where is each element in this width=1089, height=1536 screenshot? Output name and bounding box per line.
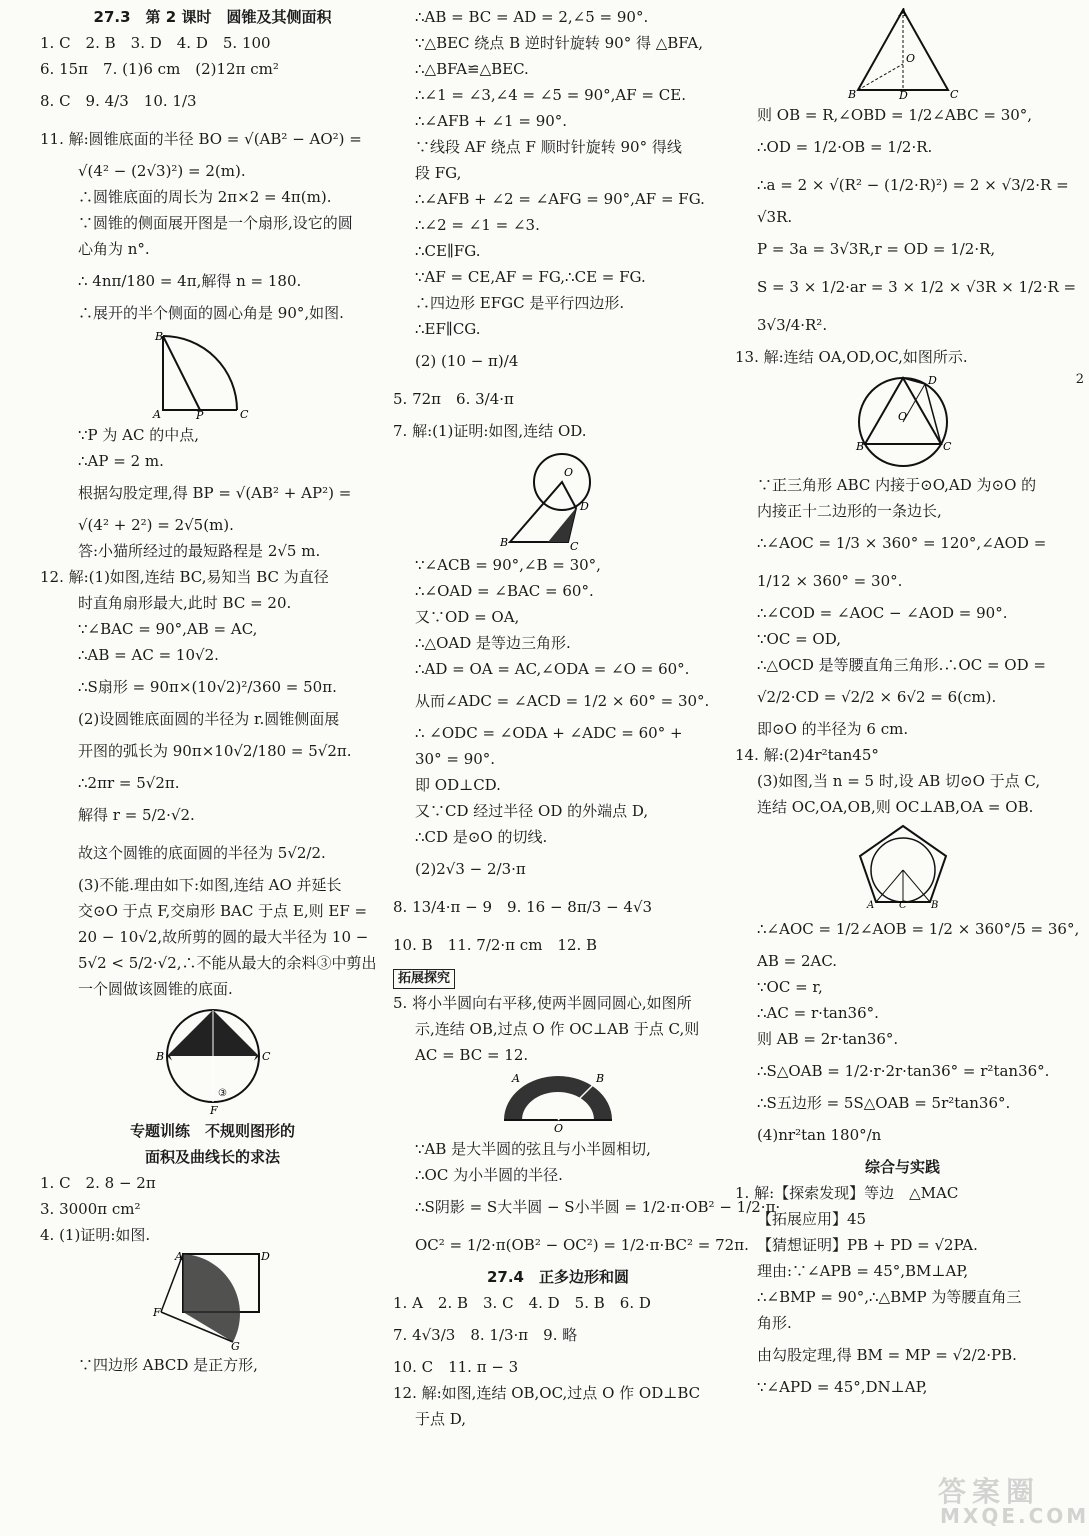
answer-line: 则 OB = R,∠OBD = 1/2∠ABC = 30°,	[757, 106, 1033, 124]
answer-line: ∴∠AFB + ∠2 = ∠AFG = 90°,AF = FG.	[415, 190, 705, 208]
answer-line: ∵P 为 AC 的中点,	[78, 426, 200, 444]
watermark-text: 答案圈	[938, 1475, 1041, 1508]
answer-line: (3)如图,当 n = 5 时,设 AB 切⊙O 于点 C,	[757, 772, 1041, 790]
answer-line: 角形.	[757, 1314, 792, 1332]
answer-line: 开图的弧长为 90π×10√2/180 = 5√2π.	[78, 742, 352, 760]
answer-line: 心角为 n°.	[78, 240, 150, 258]
pentagon-figure	[853, 822, 953, 911]
answer-line: ∴∠2 = ∠1 = ∠3.	[415, 216, 540, 234]
answer-line: 则 AB = 2r·tan36°.	[757, 1030, 899, 1048]
section-heading: 27.4 正多边形和圆	[486, 1268, 629, 1286]
column-right	[735, 4, 1080, 1400]
answer-line: 7. 4√3/3 8. 1/3·π 9. 略	[393, 1326, 578, 1344]
answer-line: ∴ 4nπ/180 = 4π,解得 n = 180.	[78, 272, 302, 290]
answer-line: ∴S扇形 = 90π×(10√2)²/360 = 50π.	[78, 678, 337, 696]
equilateral-triangle-figure	[848, 6, 958, 100]
answer-line: (2)设圆锥底面圆的半径为 r.圆锥侧面展	[78, 710, 340, 728]
answer-line: ∴AB = BC = AD = 2,∠5 = 90°.	[415, 8, 649, 26]
svg-text:D: D	[580, 500, 589, 513]
watermark	[930, 1466, 1089, 1528]
answer-line: ∴∠AOC = 1/3 × 360° = 120°,∠AOD =	[757, 534, 1047, 552]
answer-line: 30° = 90°.	[415, 750, 496, 768]
answer-line: (3)不能.理由如下:如图,连结 AO 并延长	[78, 876, 342, 894]
svg-text:B: B	[930, 900, 938, 911]
answer-line: ∴∠BMP = 90°,∴△BMP 为等腰直角三	[757, 1288, 1022, 1306]
svg-text:B: B	[154, 330, 163, 343]
svg-text:G: G	[230, 1340, 240, 1353]
svg-text:A: A	[866, 900, 874, 911]
svg-text:D: D	[260, 1250, 270, 1263]
answer-line: 12. 解:(1)如图,连结 BC,易知当 BC 为直径	[40, 568, 329, 586]
answer-line: ∴∠1 = ∠3,∠4 = ∠5 = 90°,AF = CE.	[415, 86, 686, 104]
answer-line: ∵正三角形 ABC 内接于⊙O,AD 为⊙O 的	[757, 476, 1037, 494]
answer-line: ∴ ∠ODC = ∠ODA + ∠ADC = 60° +	[415, 724, 683, 742]
answer-line: ∵△BEC 绕点 B 逆时针旋转 90° 得 △BFA,	[415, 34, 704, 52]
answer-line: ∴CE∥FG.	[415, 242, 481, 260]
inscribed-triangle-figure	[848, 372, 958, 470]
svg-text:③: ③	[217, 1088, 227, 1099]
circle-triangle-figure	[498, 446, 618, 553]
semicircle-ring-figure	[498, 1070, 618, 1134]
answer-line: 1/12 × 360° = 30°.	[757, 572, 903, 590]
svg-text:B: B	[596, 1072, 605, 1085]
square-figure	[152, 1250, 273, 1353]
svg-text:F: F	[209, 1104, 218, 1117]
svg-text:C: C	[261, 1050, 270, 1063]
answer-line: ∴∠OAD = ∠BAC = 60°.	[415, 582, 594, 600]
answer-line: 连结 OC,OA,OB,则 OC⊥AB,OA = OB.	[757, 798, 1034, 816]
answer-line: 4. (1)证明:如图.	[40, 1226, 151, 1244]
answer-line: 8. 13/4·π − 9 9. 16 − 8π/3 − 4√3	[393, 898, 653, 916]
answer-line: ∴展开的半个侧面的圆心角是 90°,如图.	[78, 304, 344, 322]
answer-line: ∵OC = r,	[757, 978, 823, 996]
answer-line: 答:小猫所经过的最短路程是 2√5 m.	[78, 542, 321, 560]
svg-text:A: A	[152, 408, 161, 421]
answer-line: ∵线段 AF 绕点 F 顺时针旋转 90° 得线	[415, 138, 682, 156]
svg-text:B: B	[855, 440, 864, 453]
answer-line: 又∵OD = OA,	[415, 608, 520, 626]
svg-text:C: C	[949, 88, 958, 101]
answer-line: 根据勾股定理,得 BP = √(AB² + AP²) =	[78, 484, 352, 502]
answer-line: (2)2√3 − 2/3·π	[415, 860, 526, 878]
answer-line: ∴OC 为小半圆的半径.	[415, 1166, 563, 1184]
answer-line: 10. C 11. π − 3	[393, 1358, 519, 1376]
answer-line: ∴AP = 2 m.	[78, 452, 164, 470]
answer-line: 时直角扇形最大,此时 BC = 20.	[78, 594, 292, 612]
answer-line: ∵∠APD = 45°,DN⊥AP,	[757, 1378, 928, 1396]
section-tag-row	[393, 964, 723, 990]
answer-line: ∴2πr = 5√2π.	[78, 774, 180, 792]
section-heading: 27.3 第 2 课时 圆锥及其侧面积	[93, 8, 332, 26]
answer-line: ∴∠AOC = 1/2∠AOB = 1/2 × 360°/5 = 36°,	[757, 920, 1080, 938]
answer-line: 13. 解:连结 OA,OD,OC,如图所示.	[735, 348, 968, 366]
answer-line: 交⊙O 于点 F,交扇形 BAC 于点 E,则 EF =	[78, 902, 368, 920]
answer-line: 示,连结 OB,过点 O 作 OC⊥AB 于点 C,则	[415, 1020, 700, 1038]
answer-line: ∴△OCD 是等腰直角三角形.∴OC = OD =	[757, 656, 1046, 674]
svg-text:A: A	[898, 6, 907, 19]
answer-line: ∴△OAD 是等边三角形.	[415, 634, 571, 652]
svg-text:P: P	[195, 409, 203, 422]
answer-line: 14. 解:(2)4r²tan45°	[735, 746, 879, 764]
answer-line: 20 − 10√2,故所剪的圆的最大半径为 10 −	[78, 928, 369, 946]
answer-line: ∵圆锥的侧面展开图是一个扇形,设它的圆	[78, 214, 353, 232]
answer-line: 3√3/4·R².	[757, 316, 828, 334]
answer-line: ∵AF = CE,AF = FG,∴CE = FG.	[415, 268, 646, 286]
page-edge-number: 2	[1075, 372, 1084, 387]
answer-line: OC² = 1/2·π(OB² − OC²) = 1/2·π·BC² = 72π.	[415, 1236, 749, 1254]
answer-line: ∴S阴影 = S大半圆 − S小半圆 = 1/2·π·OB² − 1/2·π·	[415, 1198, 781, 1216]
answer-line: 1. C 2. B 3. D 4. D 5. 100	[40, 34, 271, 52]
svg-text:C: C	[570, 540, 579, 553]
answer-line: S = 3 × 1/2·ar = 3 × 1/2 × √3R × 1/2·R =	[757, 278, 1077, 296]
answer-line: 理由:∵∠APB = 45°,BM⊥AP,	[757, 1262, 969, 1280]
answer-line: √(4² + 2²) = 2√5(m).	[78, 516, 234, 534]
answer-line: ∴CD 是⊙O 的切线.	[415, 828, 548, 846]
answer-line: 5. 72π 6. 3/4·π	[393, 390, 514, 408]
answer-line: √(4² − (2√3)²) = 2(m).	[78, 162, 246, 180]
answer-line: 由勾股定理,得 BM = MP = √2/2·PB.	[757, 1346, 1017, 1364]
section-tag: 拓展探究	[393, 969, 455, 989]
answer-line: 又∵CD 经过半径 OD 的外端点 D,	[415, 802, 649, 820]
answer-line: 段 FG,	[415, 164, 462, 182]
answer-line: ∴S△OAB = 1/2·r·2r·tan36° = r²tan36°.	[757, 1062, 1050, 1080]
svg-text:C: C	[898, 900, 907, 911]
answer-line: 即⊙O 的半径为 6 cm.	[757, 720, 909, 738]
svg-text:B: B	[500, 536, 509, 549]
answer-line: 于点 D,	[415, 1410, 467, 1428]
answer-line: ∴∠AFB + ∠1 = 90°.	[415, 112, 568, 130]
answer-line: 5√2 < 5/2·√2,∴不能从最大的余料③中剪出	[78, 954, 377, 972]
answer-line: ∵∠BAC = 90°,AB = AC,	[78, 620, 258, 638]
svg-text:B: B	[847, 88, 856, 101]
answer-line: 内接正十二边形的一条边长,	[757, 502, 942, 520]
sector-figure	[143, 328, 283, 420]
answer-line: ∴AC = r·tan36°.	[757, 1004, 879, 1022]
section-heading: 综合与实践	[864, 1158, 940, 1176]
circle-sector-figure	[148, 1004, 278, 1116]
answer-line: ∵AB 是大半圆的弦且与小半圆相切,	[415, 1140, 651, 1158]
answer-line: √3R.	[757, 208, 793, 226]
answer-line: AC = BC = 12.	[415, 1046, 529, 1064]
answer-line: ∴AB = AC = 10√2.	[78, 646, 219, 664]
answer-line: 12. 解:如图,连结 OB,OC,过点 O 作 OD⊥BC	[393, 1384, 701, 1402]
answer-line: ∴圆锥底面的周长为 2π×2 = 4π(m).	[78, 188, 332, 206]
answer-line: √2/2·CD = √2/2 × 6√2 = 6(cm).	[757, 688, 997, 706]
answer-line: 1. 解:【探索发现】等边 △MAC	[735, 1184, 959, 1202]
answer-line: ∵OC = OD,	[757, 630, 841, 648]
svg-text:O: O	[564, 466, 574, 479]
svg-text:C: C	[942, 440, 951, 453]
answer-line: 解得 r = 5/2·√2.	[78, 806, 195, 824]
answer-line: 1. A 2. B 3. C 4. D 5. B 6. D	[393, 1294, 651, 1312]
answer-line: 10. B 11. 7/2·π cm 12. B	[393, 936, 598, 954]
answer-line: 1. C 2. 8 − 2π	[40, 1174, 156, 1192]
answer-line: (2) (10 − π)/4	[415, 352, 519, 370]
svg-text:D: D	[898, 89, 908, 102]
answer-line: ∴a = 2 × √(R² − (1/2·R)²) = 2 × √3/2·R =	[757, 176, 1069, 194]
column-left	[40, 4, 385, 1378]
answer-line: 8. C 9. 4/3 10. 1/3	[40, 92, 197, 110]
answer-line: P = 3a = 3√3R,r = OD = 1/2·R,	[757, 240, 996, 258]
answer-line: ∴∠COD = ∠AOC − ∠AOD = 90°.	[757, 604, 1008, 622]
svg-text:C: C	[239, 408, 248, 421]
watermark-url: MXQE.COM	[940, 1504, 1089, 1528]
answer-line: 即 OD⊥CD.	[415, 776, 501, 794]
section-heading: 面积及曲线长的求法	[144, 1148, 280, 1166]
answer-line: 【拓展应用】45	[757, 1210, 867, 1228]
answer-line: ∴S五边形 = 5S△OAB = 5r²tan36°.	[757, 1094, 1011, 1112]
answer-line: 【猜想证明】PB + PD = √2PA.	[757, 1236, 978, 1254]
answer-line: 从而∠ADC = ∠ACD = 1/2 × 60° = 30°.	[415, 692, 710, 710]
answer-line: ∴OD = 1/2·OB = 1/2·R.	[757, 138, 933, 156]
svg-text:A: A	[174, 1250, 183, 1263]
answer-line: 7. 解:(1)证明:如图,连结 OD.	[393, 422, 587, 440]
svg-text:D: D	[927, 374, 937, 387]
answer-line: 5. 将小半圆向右平移,使两半圆同圆心,如图所	[393, 994, 692, 1012]
answer-line: ∴AD = OA = AC,∠ODA = ∠O = 60°.	[415, 660, 690, 678]
answer-line: 故这个圆锥的底面圆的半径为 5√2/2.	[78, 844, 326, 862]
svg-text:F: F	[152, 1306, 161, 1319]
answer-line: 6. 15π 7. (1)6 cm (2)12π cm²	[40, 60, 279, 78]
svg-text:O: O	[554, 1122, 564, 1135]
answer-line: AB = 2AC.	[757, 952, 838, 970]
answer-line: 11. 解:圆锥底面的半径 BO = √(AB² − AO²) =	[40, 130, 362, 148]
answer-line: ∴四边形 EFGC 是平行四边形.	[415, 294, 625, 312]
svg-text:B: B	[155, 1050, 164, 1063]
answer-line: 3. 3000π cm²	[40, 1200, 141, 1218]
answer-line: ∵∠ACB = 90°,∠B = 30°,	[415, 556, 601, 574]
section-heading: 专题训练 不规则图形的	[129, 1122, 295, 1140]
svg-text:O: O	[905, 52, 915, 65]
answer-line: (4)nr²tan 180°/n	[757, 1126, 882, 1144]
answer-line: ∴EF∥CG.	[415, 320, 481, 338]
answer-line: 一个圆做该圆锥的底面.	[78, 980, 233, 998]
answer-line: ∵四边形 ABCD 是正方形,	[78, 1356, 258, 1374]
answer-line: ∴△BFA≌△BEC.	[415, 60, 529, 78]
svg-text:A: A	[512, 1072, 520, 1085]
svg-text:O: O	[897, 410, 907, 423]
